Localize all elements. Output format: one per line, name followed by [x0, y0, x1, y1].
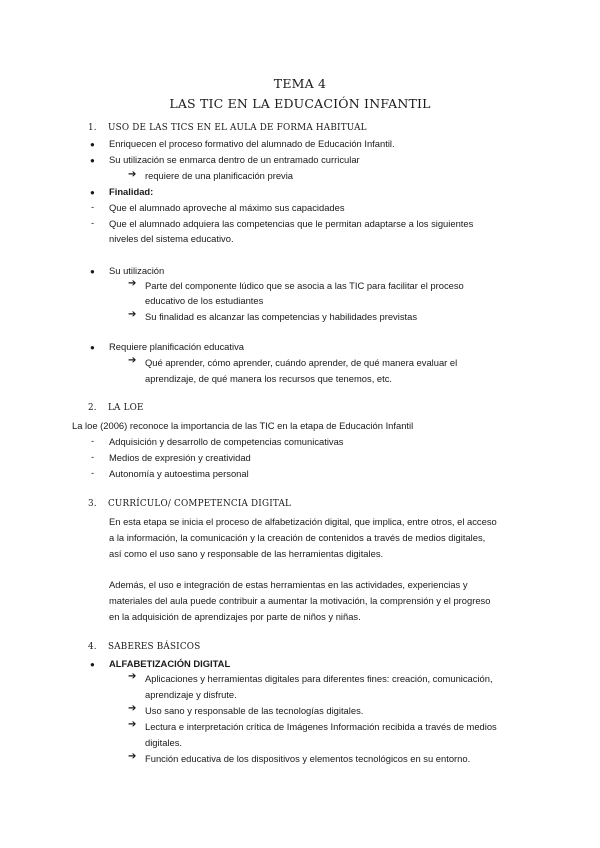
saberes-bullet: ALFABETIZACIÓN DIGITAL	[109, 658, 231, 669]
section-2-intro: La loe (2006) reconoce la importancia de las TIC en la etapa de Educación Infantil	[72, 420, 414, 431]
list-item: Función educativa de los dispositivos y elementos tecnológicos en su entorno.	[145, 753, 471, 764]
list-item: Autonomía y autoestima personal	[109, 468, 249, 479]
arrow-right-icon: ➔	[128, 355, 137, 366]
list-item: Adquisición y desarrollo de competencias comunicativas	[109, 436, 344, 447]
paragraph-line: en la adquisición de aprendizajes por parte de niños y niñas.	[109, 611, 361, 622]
arrow-right-icon: ➔	[128, 671, 137, 682]
section-2-heading	[88, 403, 144, 413]
arrow-right-icon: ➔	[128, 703, 137, 714]
list-item: Uso sano y responsable de las tecnologías digitales.	[145, 705, 364, 716]
bullet-icon: ●	[90, 660, 95, 669]
list-item: Su utilización	[109, 265, 165, 276]
paragraph-line: así como el uso sano y responsable de las herramientas digitales.	[109, 548, 384, 559]
document-title: TEMA 4	[273, 76, 327, 91]
dash-icon: -	[91, 467, 95, 478]
list-item-continuation: educativo de los estudiantes	[145, 295, 264, 306]
paragraph-line: En esta etapa se inicia el proceso de alfabetización digital, que implica, entre otros, el acceso	[109, 516, 497, 527]
section-1-heading	[88, 123, 367, 133]
list-item-continuation: aprendizaje y disfrute.	[145, 689, 237, 700]
section-title: USO DE LAS TICS EN EL AULA DE FORMA HABITUAL	[108, 123, 367, 133]
list-item: Qué aprender, cómo aprender, cuándo aprender, de qué manera evaluar el	[145, 357, 458, 368]
dash-icon: -	[91, 201, 95, 212]
document-subtitle: LAS TIC EN LA EDUCACIÓN INFANTIL	[169, 96, 431, 111]
list-item: Requiere planificación educativa	[109, 341, 244, 352]
dash-icon: -	[91, 451, 95, 462]
list-item-continuation: niveles del sistema educativo.	[109, 233, 234, 244]
list-item: Su utilización se enmarca dentro de un entramado curricular	[109, 154, 360, 165]
section-3-heading	[88, 499, 291, 509]
dash-icon: -	[91, 435, 95, 446]
list-item: Su finalidad es alcanzar las competencias y habilidades previstas	[145, 311, 418, 322]
bullet-icon: ●	[90, 156, 95, 165]
list-item: Lectura e interpretación crítica de Imágenes Información recibida a través de medios	[145, 721, 497, 732]
arrow-right-icon: ➔	[128, 751, 137, 762]
bullet-icon: ●	[90, 140, 95, 149]
list-item: Que el alumnado adquiera las competencias que le permitan adaptarse a los siguientes	[109, 218, 474, 229]
bullet-icon: ●	[90, 267, 95, 276]
list-item-continuation: digitales.	[145, 737, 183, 748]
list-item: Que el alumnado aproveche al máximo sus capacidades	[109, 202, 345, 213]
dash-icon: -	[91, 217, 95, 228]
bullet-icon: ●	[90, 343, 95, 352]
section-title: SABERES BÁSICOS	[108, 642, 201, 652]
section-title: CURRÍCULO/ COMPETENCIA DIGITAL	[108, 499, 292, 509]
bullet-icon: ●	[90, 188, 95, 197]
list-item-continuation: aprendizaje, de qué manera los recursos que tenemos, etc.	[145, 373, 393, 384]
arrow-right-icon: ➔	[128, 278, 137, 289]
list-item: Parte del componente lúdico que se asocia a las TIC para facilitar el proceso	[145, 280, 464, 291]
list-item: Enriquecen el proceso formativo del alumnado de Educación Infantil.	[109, 138, 395, 149]
list-item: Aplicaciones y herramientas digitales para diferentes fines: creación, comunicación,	[145, 673, 493, 684]
paragraph-line: a la información, la comunicación y la creación de contenidos a través de medios digitales,	[109, 532, 486, 543]
list-item: Medios de expresión y creatividad	[109, 452, 251, 463]
section-title: LA LOE	[108, 403, 144, 413]
paragraph-line: materiales del aula puede contribuir a aumentar la motivación, la comprensión y el progreso	[109, 595, 491, 606]
arrow-right-icon: ➔	[128, 309, 137, 320]
paragraph-line: Además, el uso e integración de estas herramientas en las actividades, experiencias y	[109, 579, 468, 590]
section-number: 3.	[88, 499, 97, 509]
section-number: 1.	[88, 123, 97, 133]
finalidad-label: Finalidad:	[109, 186, 154, 197]
list-item: requiere de una planificación previa	[145, 170, 294, 181]
section-4-heading	[88, 642, 200, 652]
arrow-right-icon: ➔	[128, 719, 137, 730]
section-number: 2.	[88, 403, 97, 413]
section-number: 4.	[88, 642, 97, 652]
arrow-right-icon: ➔	[128, 169, 137, 180]
